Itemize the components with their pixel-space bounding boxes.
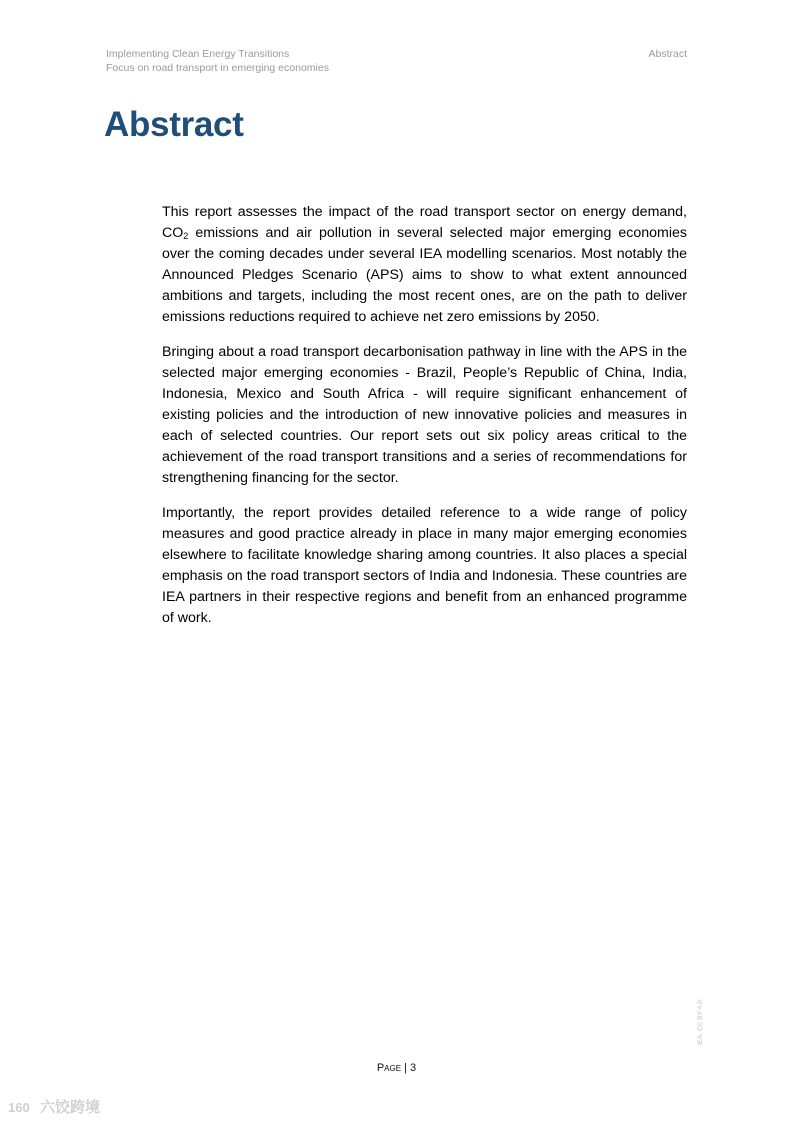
co2-subscript: 2 [183, 231, 189, 241]
paragraph-2: Bringing about a road transport decarbonisation pathway in line with the APS in the selected major emerging economies - Brazil, People’s Republic of China, India, Indonesia, Mexico and South Africa - will require significant enhancement of existing policies and the introduction of new innovative policies and measures in each of selected countries. Our report sets out six policy areas critical to the achievement of the road transport transitions and a series of recommendations for strengthening financing for the sector. [162, 344, 687, 486]
page-number: 3 [410, 1062, 417, 1074]
running-header [106, 47, 329, 75]
license-credit: IEA. CC BY 4.0. [697, 998, 704, 1045]
watermark [8, 1096, 100, 1117]
watermark-logo-icon [8, 1099, 36, 1115]
page-footer [0, 1062, 793, 1074]
watermark-text: 六饺跨境 [40, 1099, 101, 1116]
page-label: Page [376, 1062, 402, 1074]
header-report-title: Implementing Clean Energy Transitions [106, 48, 290, 60]
paragraph-1-text-b: emissions and air pollution in several selected major emerging economies over the coming decades under several IEA modelling scenarios. Most notably the Announced Pledges Scenario (APS) aims to show to what extent announced ambitions and targets, including the most recent ones, are on the path to deliver emissions reductions required to achieve net zero emissions by 2050. [162, 225, 687, 325]
paragraph-1 [162, 202, 687, 328]
abstract-body [162, 202, 687, 643]
watermark-logo-text: 160 [8, 1099, 30, 1115]
page-separator: | [401, 1062, 411, 1074]
paragraph-1-text-a: This report assesses the impact of the road transport sector on energy demand, CO [162, 204, 687, 241]
header-section-name: Abstract [648, 48, 687, 60]
header-report-subtitle: Focus on road transport in emerging economies [106, 62, 329, 74]
paragraph-3: Importantly, the report provides detailed reference to a wide range of policy measures and good practice already in place in many major emerging economies elsewhere to facilitate knowledge sharing among countries. It also places a special emphasis on the road transport sectors of India and Indonesia. These countries are IEA partners in their respective regions and benefit from an enhanced programme of work. [162, 505, 687, 626]
page-title: Abstract [104, 105, 244, 144]
